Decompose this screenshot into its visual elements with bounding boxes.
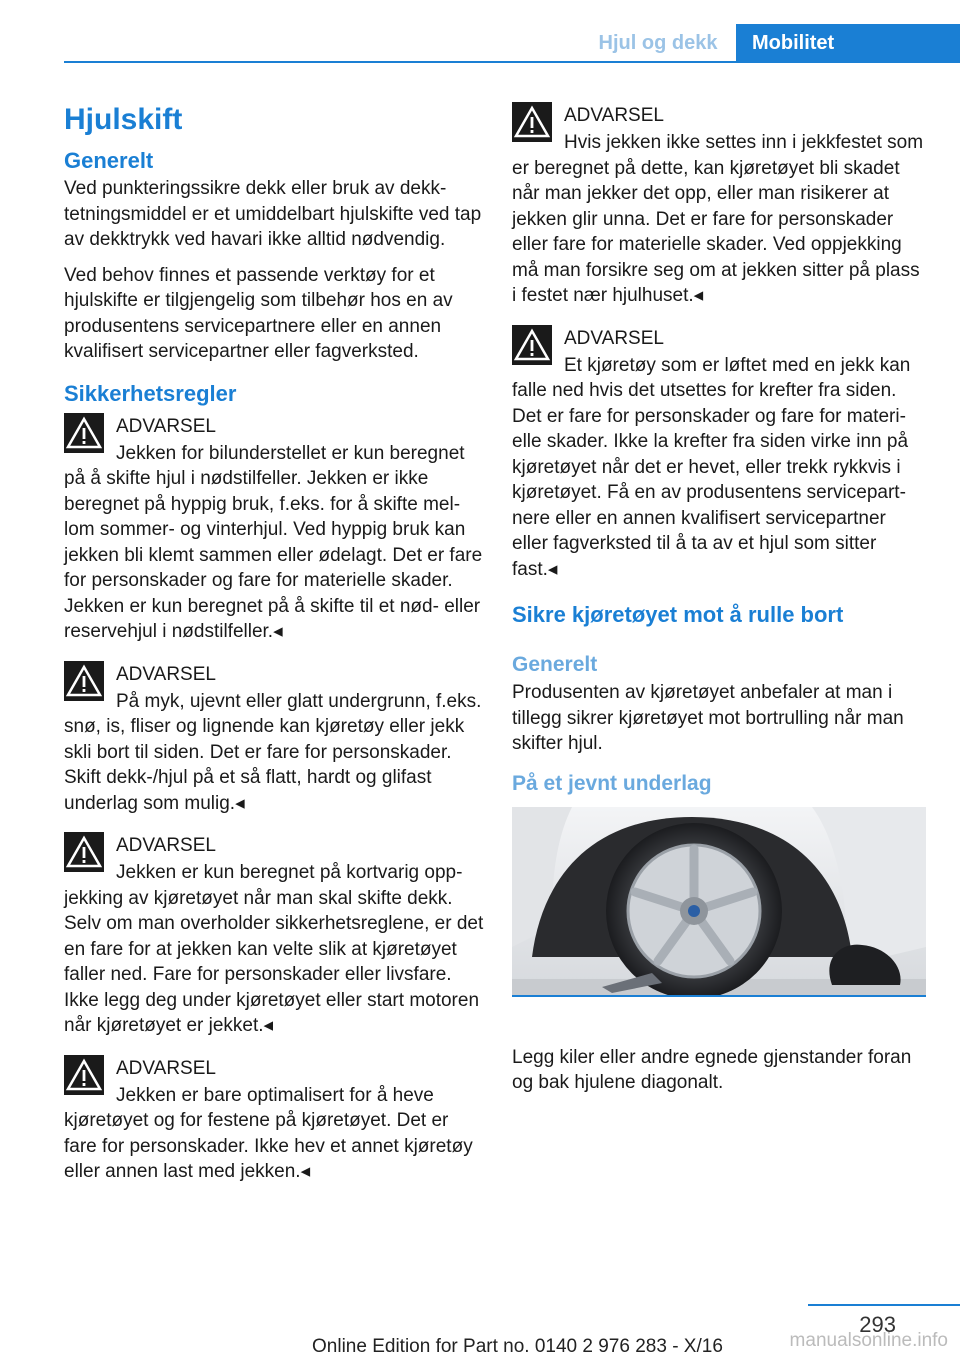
warning-triangle-icon: [64, 1055, 104, 1095]
warning-label: ADVARSEL: [116, 1057, 216, 1079]
warning-label: ADVARSEL: [116, 835, 216, 856]
warning-text: Jekken er bare optimalisert for å heve kjøretøyet og for festene på kjøretøyet. Det er fare for personskader. Ikke hev et annet kjøretøy eller annen last med jekken.◂: [64, 1084, 473, 1182]
subheading-safety: Sikkerhetsregler: [64, 380, 237, 406]
page-number: 293: [859, 1312, 896, 1337]
warning-text: Jekken for bilunderstellet er kun beregnet på å skifte hjul i nødstilfeller. Jekken er ikke beregnet på hyppig bruk, f.eks. for å skifte mellom sommer- og vinterhjul. Ved hyppig bruk kan jekken bli klemt sammen eller ødelagt. Det er fare for personskader og fare for materielle skader. Jekken er kun beregnet på å skifte til et nød- eller reservehjul i nødstilfeller.◂: [64, 442, 483, 642]
warning-triangle-icon: [64, 661, 104, 701]
header-section-tab[interactable]: Hjul og dekk: [598, 32, 718, 54]
warning-block: [64, 659, 484, 817]
warning-label: ADVARSEL: [116, 663, 216, 685]
header-rule: [64, 61, 960, 63]
paragraph-recommend: Produsenten av kjøretøyet anbefaler at man i tillegg sikrer kjøretøyet mot bortrulling når man skifter hjul.: [512, 682, 904, 754]
subheading-general-2: Generelt: [512, 653, 598, 676]
footer-edition: Online Edition for Part no. 0140 2 976 283 - X/16: [312, 1336, 723, 1357]
warning-block: [512, 100, 926, 309]
warning-text: Jekken er kun beregnet på kortvarig oppjekking av kjøretøyet når man skal skifte dekk. Selv om man overholder sikkerhetsreglene, er det en fare for at jekken kan velte slik at kjøretøyet faller ned. Fare for personskader eller livsfare. Ikke legg deg under kjøretøyet eller start motoren når kjøretøyet er jekket.◂: [64, 862, 484, 1036]
watermark: manualsonline.info: [789, 1330, 948, 1351]
warning-block: [64, 830, 484, 1039]
subheading-general: Generelt: [64, 148, 154, 173]
warning-text: Hvis jekken ikke settes inn i jekkfestet som er beregnet på dette, kan kjøretøyet bli skadet når man jekker det opp, eller man risikerer at jekken glir unna. Det er fare for personskader eller fare for materielle skader. Ved oppjekking må man forsikre seg om at jekken sitter på plass i festet nær hjulhuset.◂: [512, 132, 924, 306]
section-title-secure: Sikre kjøretøyet mot å rulle bort: [512, 602, 844, 627]
warning-label: ADVARSEL: [564, 105, 664, 126]
warning-triangle-icon: [64, 413, 104, 453]
paragraph-intro: Ved punkteringssikre dekk eller bruk av dekktetningsmiddel er et umiddelbart hjulskifte ved tap av dekktrykk ved havari ikke alltid nødvendig.: [64, 178, 482, 250]
warning-label: ADVARSEL: [564, 327, 664, 349]
warning-block: [64, 411, 484, 645]
warning-block: [64, 1053, 484, 1185]
header-chapter-tab[interactable]: Mobilitet: [736, 24, 960, 62]
footer-rule: [808, 1304, 960, 1306]
warning-triangle-icon: [64, 832, 104, 872]
warning-triangle-icon: [512, 325, 552, 365]
left-column: [64, 100, 484, 1199]
paragraph-tools: Ved behov finnes et passende verktøy for et hjulskifte er tilgjengelig som tilbehør hos en av produsentens servicepartnere eller en annen kvalifisert servicepartner eller fagverksted.: [64, 264, 453, 362]
warning-text: Et kjøretøy som er løftet med en jekk kan falle ned hvis det utsettes for krefter fra siden. Det er fare for personskader og fare for materielle skader. Ikke la krefter fra siden virke inn på kjøretøyet når det er hevet, eller trekk rykkvis i kjøretøyet. Få en av produsentens servicepartnere eller en annen kvalifisert servicepartner eller fagverksted til å ta av et hjul som sitter fast.◂: [512, 354, 911, 580]
wheel-chock-illustration: [512, 807, 926, 995]
right-column: [512, 100, 926, 1106]
warning-text: På myk, ujevnt eller glatt undergrunn, f.eks. snø, is, fliser og lignende kan kjøretøy eller jekk skli bort til siden. Det er fare for personskader. Skift dekk-/hjul på et så flatt, hardt og glifast underlag som mulig.◂: [64, 690, 482, 814]
warning-triangle-icon: [512, 102, 552, 142]
warning-block: [512, 323, 926, 583]
paragraph-chocks: Legg kiler eller andre egnede gjenstander foran og bak hjulene diagonalt.: [512, 1046, 912, 1093]
warning-label: ADVARSEL: [116, 415, 216, 437]
subheading-level-ground: På et jevnt underlag: [512, 771, 712, 795]
page-title: Hjulskift: [64, 103, 183, 136]
